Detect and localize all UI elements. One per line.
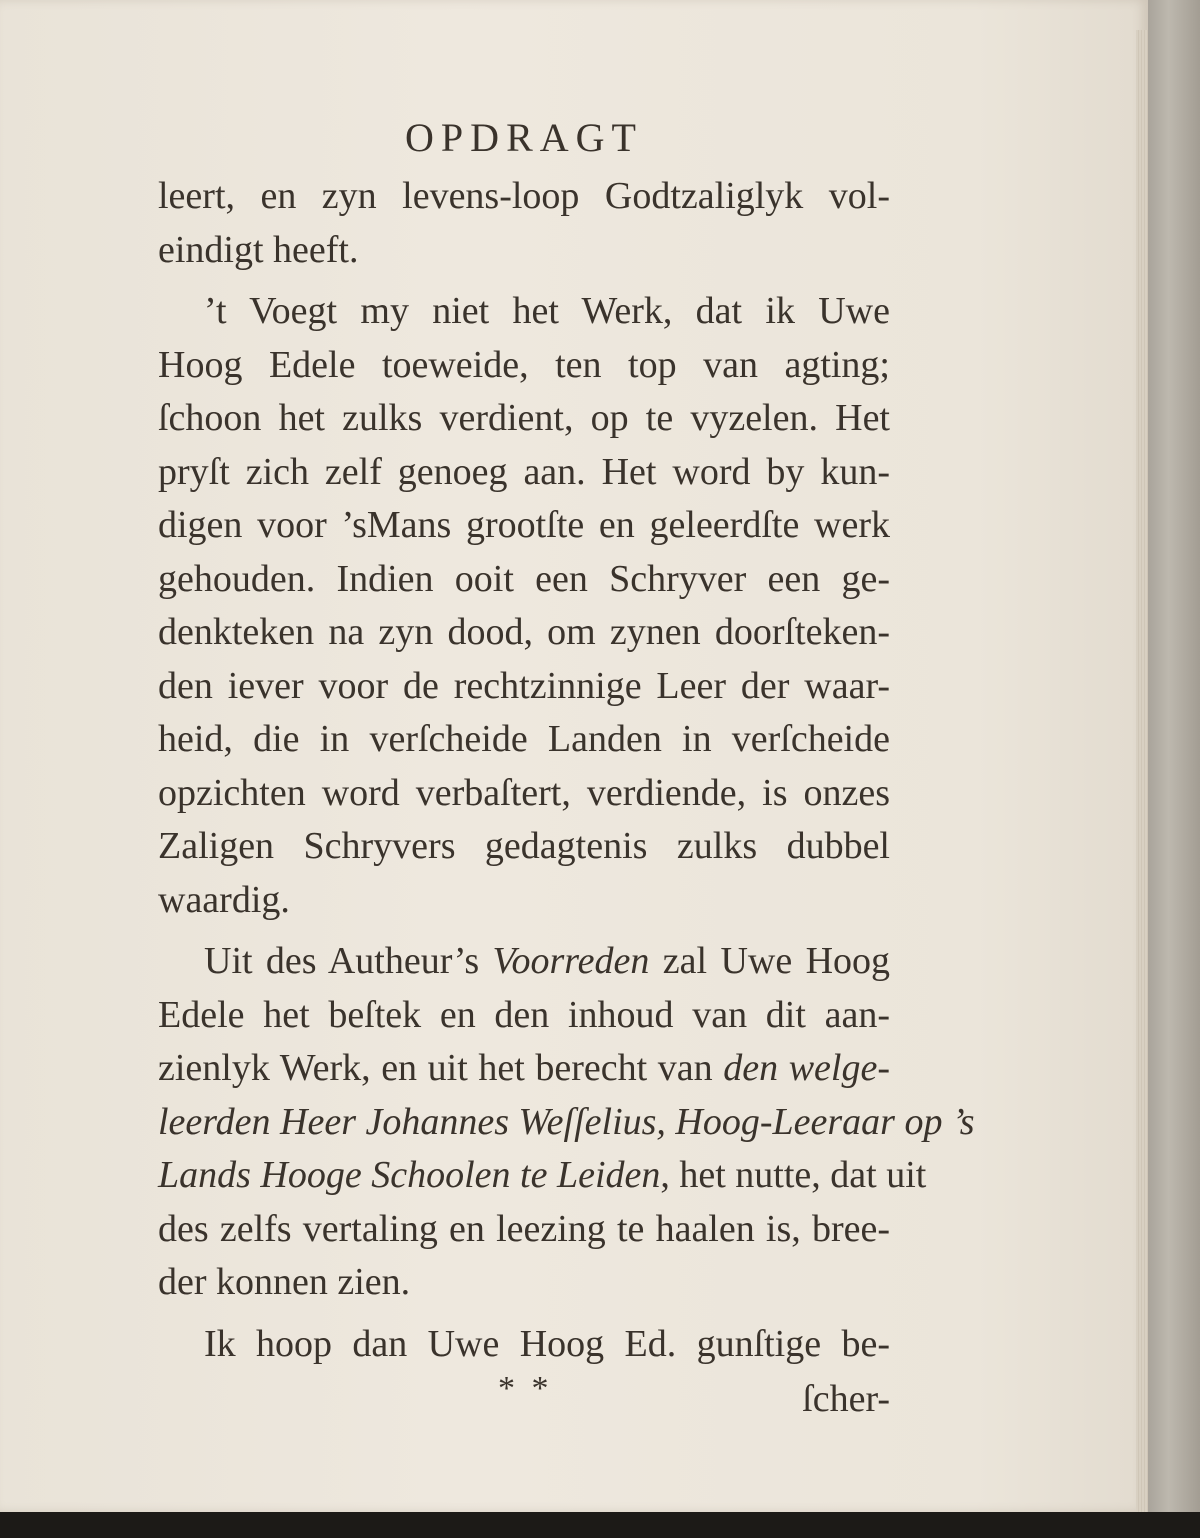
page-footer [158,1370,890,1423]
text-segment: zal Uwe Hoog [662,940,891,982]
italic-text: Lands Hooge Schoolen te Leiden [158,1154,661,1196]
text-line: des zelfs vertaling en leezing te haalen is, bree- [158,1207,890,1250]
text-line: digen voor ’sMans grootſte en geleerdſte werk [158,504,890,546]
text-line: opzichten word verbaſtert, verdiende, is onzes [158,771,890,814]
text-line: Zaligen Schryvers gedagtenis zulks dubbel [158,825,890,867]
running-head: OPDRAGT [405,115,643,160]
text-line: eindigt heeft. [158,228,359,271]
page-content [158,108,975,1423]
catchword: ſcher- [802,1378,890,1420]
background-shadow [0,1512,1200,1538]
text-line: Hoog Edele toeweide, ten top van agting; [158,343,890,386]
text-segment: , het nutte, dat uit [660,1154,927,1196]
text-line: pryſt zich zelf genoeg aan. Het word by kun- [158,450,890,493]
text-line [158,1096,975,1150]
text-line: Ik hoop dan Uwe Hoog Ed. gunſtige be- [204,1322,890,1365]
text-line [158,1042,890,1096]
text-line [158,1149,927,1203]
text-line: waardig. [158,878,290,921]
text-line: leert, en zyn levens-loop Godtzaliglyk vol- [158,175,890,217]
text-segment: Uit des Autheur’s [204,940,480,982]
text-line: der konnen zien. [158,1261,411,1303]
italic-text: leerden Heer Johannes Weſſelius, Hoog-Leeraar op ’s [158,1100,975,1143]
text-line: ſchoon het zulks verdient, op te vyzelen. Het [158,397,890,439]
text-line: heid, die in verſcheide Landen in verſcheide [158,718,890,760]
text-segment: zienlyk Werk, en uit het berecht van [158,1047,713,1089]
text-line: ’t Voegt my niet het Werk, dat ik Uwe [204,290,890,332]
text-line [158,935,890,989]
italic-title: Voorreden [492,940,650,982]
text-line: Edele het beſtek en den inhoud van dit aan- [158,993,890,1036]
text-line: den iever voor de rechtzinnige Leer der waar- [158,664,890,707]
book-cover-edge [1148,0,1200,1512]
text-line: denkteken na zyn dood, om zynen doorſteken- [158,611,890,653]
body-text [158,170,975,1371]
text-line: gehouden. Indien ooit een Schryver een ge- [158,557,890,600]
signature-mark: * * [498,1370,553,1407]
italic-text: den welge- [723,1047,890,1089]
